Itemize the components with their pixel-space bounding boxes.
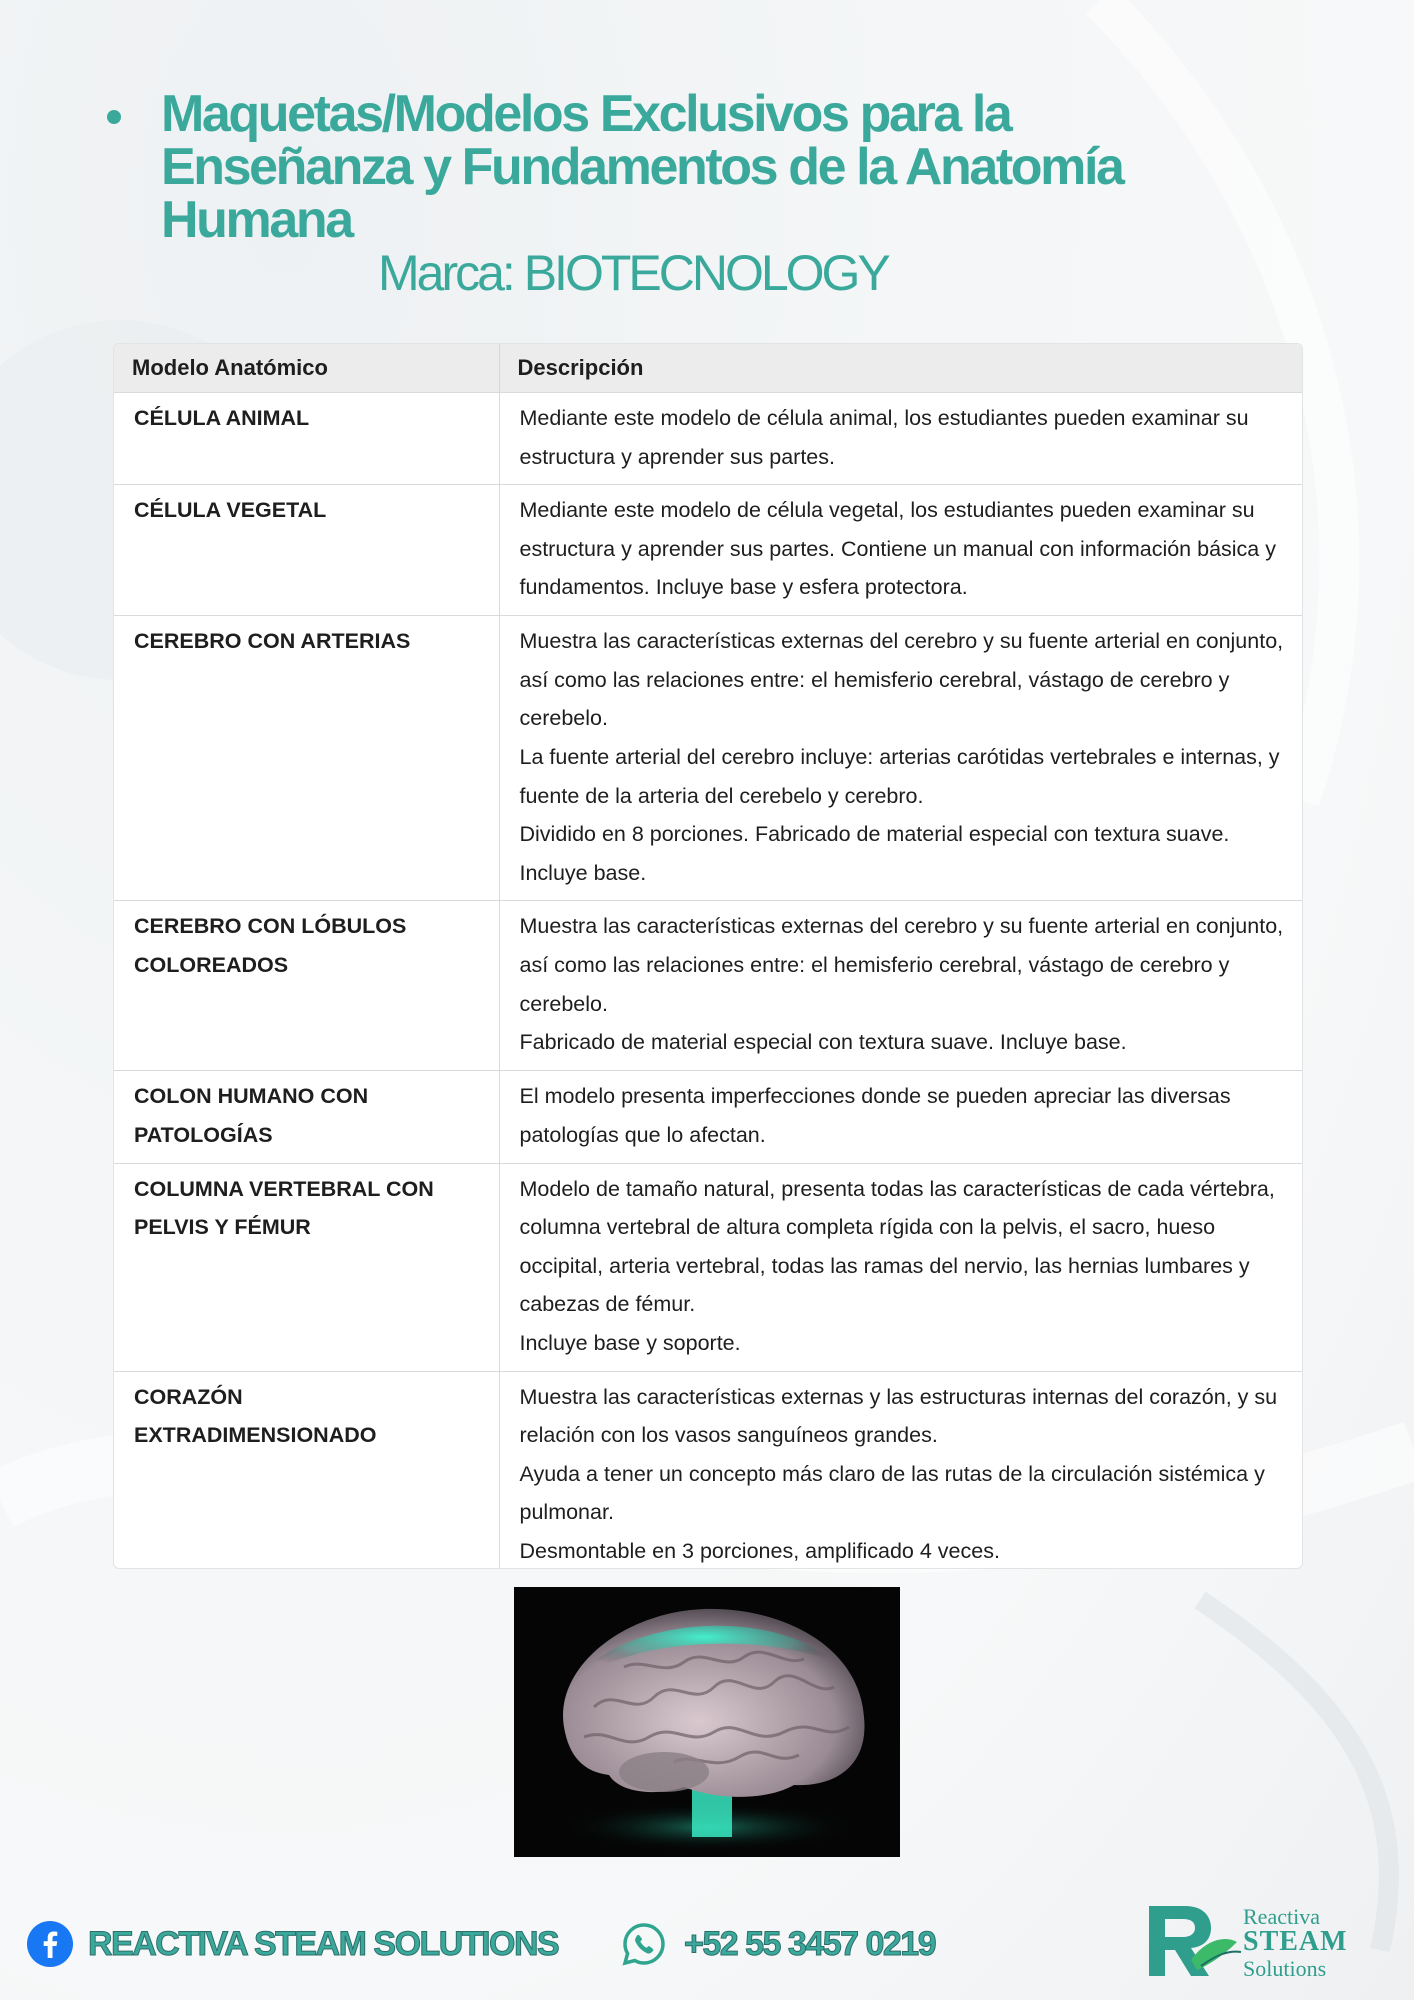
description-paragraph: Mediante este modelo de célula animal, los estudiantes pueden examinar su estructura y aprender sus partes.: [519, 406, 1249, 469]
model-name-line: COLON HUMANO CON: [134, 1084, 369, 1109]
description-cell: [499, 1371, 1302, 1569]
phone-number[interactable]: +52 55 3457 0219: [684, 1925, 936, 1963]
column-header-description: Descripción: [499, 344, 1302, 393]
description-paragraph: Desmontable en 3 porciones, amplificado 4 veces.: [519, 1538, 1000, 1563]
facebook-label[interactable]: REACTIVA STEAM SOLUTIONS: [88, 1925, 559, 1963]
model-name-cell: [114, 1071, 499, 1163]
whatsapp-icon[interactable]: [620, 1920, 668, 1968]
model-name-line: CEREBRO CON ARTERIAS: [134, 629, 411, 654]
model-name-line: CÉLULA VEGETAL: [134, 498, 327, 523]
description-cell: [499, 901, 1302, 1071]
brain-image: [514, 1587, 900, 1857]
model-name-line: PATOLOGÍAS: [134, 1122, 273, 1147]
description-cell: [499, 485, 1302, 616]
description-paragraph: Muestra las características externas del cerebro y su fuente arterial en conjunto, así como las relaciones entre: el hemisferio cerebral, vástago de cerebro y cerebelo.: [519, 629, 1284, 731]
table-row: [114, 901, 1302, 1071]
description-paragraph: Mediante este modelo de célula vegetal, los estudiantes pueden examinar su estructura y aprender sus partes. Contiene un manual con información básica y fundamentos. Incluye base y esfera protectora.: [519, 498, 1276, 600]
brain-photo: [514, 1587, 900, 1857]
description-cell: [499, 393, 1302, 485]
page-title: Maquetas/Modelos Exclusivos para la Enseñanza y Fundamentos de la Anatomía Humana: [161, 85, 1123, 249]
table-row: [114, 1371, 1302, 1569]
description-paragraph: Incluye base y soporte.: [519, 1330, 741, 1355]
description-paragraph: Fabricado de material especial con textura suave. Incluye base.: [519, 1030, 1127, 1055]
description-paragraph: La fuente arterial del cerebro incluye: arterias carótidas vertebrales e internas, y fuente de la arteria del cerebelo y cerebro.: [519, 744, 1280, 808]
facebook-icon[interactable]: [26, 1920, 74, 1968]
models-table: [113, 343, 1303, 1569]
description-cell: [499, 1071, 1302, 1163]
model-name-line: EXTRADIMENSIONADO: [134, 1423, 377, 1448]
model-name-line: CORAZÓN: [134, 1384, 243, 1409]
description-paragraph: Muestra las características externas y las estructuras internas del corazón, y su relación con los vasos sanguíneos grandes.: [519, 1384, 1278, 1448]
model-name-cell: [114, 1163, 499, 1371]
description-paragraph: Modelo de tamaño natural, presenta todas las características de cada vértebra, columna vertebral de altura completa rígida con la pelvis, el sacro, hueso occipital, arteria vertebral, todas las ramas del nervio, las hernias lumbares y cabezas de fémur.: [519, 1176, 1275, 1317]
logo-text-reactiva: Reactiva: [1243, 1904, 1320, 1929]
description-cell: [499, 616, 1302, 901]
model-name-line: CEREBRO CON LÓBULOS: [134, 914, 407, 939]
table-row: [114, 1163, 1302, 1371]
table-header-row: [114, 344, 1302, 393]
title-block: [107, 85, 1347, 249]
model-name-line: CÉLULA ANIMAL: [134, 406, 310, 430]
bullet-icon: [107, 110, 121, 124]
description-paragraph: Dividido en 8 porciones. Fabricado de material especial con textura suave. Incluye base.: [519, 822, 1230, 885]
table-row: [114, 393, 1302, 485]
model-name-cell: [114, 485, 499, 616]
model-name-cell: [114, 616, 499, 901]
description-paragraph: Muestra las características externas del cerebro y su fuente arterial en conjunto, así como las relaciones entre: el hemisferio cerebral, vástago de cerebro y cerebelo.: [519, 914, 1284, 1016]
table-row: [114, 1071, 1302, 1163]
logo-text-steam: STEAM: [1243, 1926, 1348, 1957]
logo-text-solutions: Solutions: [1243, 1956, 1327, 1981]
description-paragraph: El modelo presenta imperfecciones donde se pueden apreciar las diversas patologías que lo afectan.: [519, 1084, 1231, 1147]
table-row: [114, 616, 1302, 901]
footer: [0, 1900, 1414, 2000]
model-name-line: PELVIS Y FÉMUR: [134, 1215, 311, 1240]
model-name-line: COLOREADOS: [134, 952, 289, 977]
brand-label: Marca: BIOTECNOLOGY: [378, 245, 888, 301]
column-header-model: Modelo Anatómico: [114, 344, 499, 393]
description-paragraph: Ayuda a tener un concepto más claro de las rutas de la circulación sistémica y pulmonar.: [519, 1461, 1265, 1525]
table-row: [114, 485, 1302, 616]
model-name-line: COLUMNA VERTEBRAL CON: [134, 1176, 434, 1201]
model-name-cell: [114, 393, 499, 485]
model-name-cell: [114, 1371, 499, 1569]
model-name-cell: [114, 901, 499, 1071]
description-cell: [499, 1163, 1302, 1371]
